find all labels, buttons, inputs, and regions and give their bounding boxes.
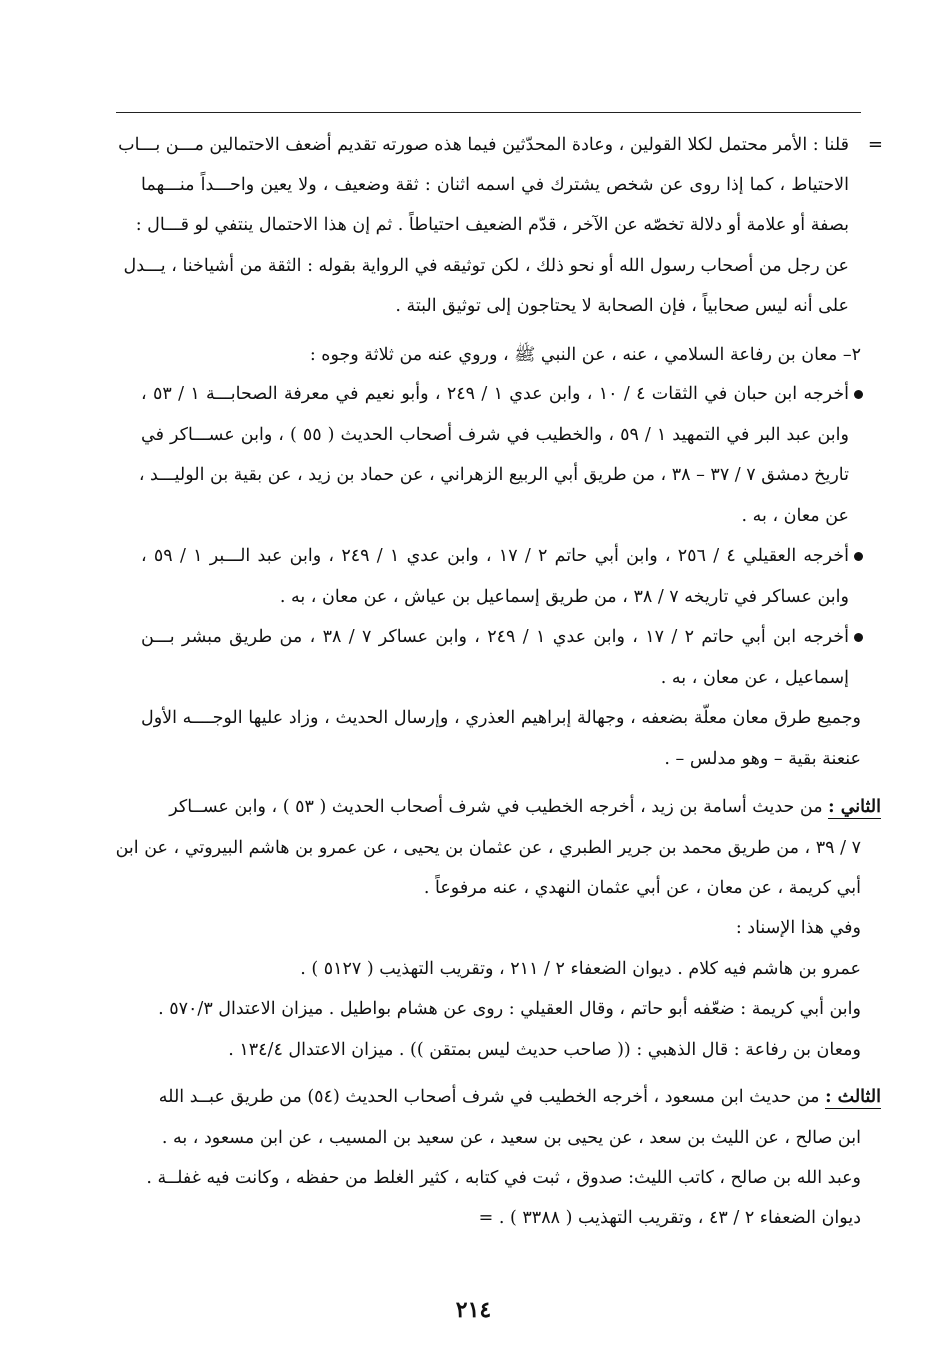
text-line: وفي هذا الإسناد :: [735, 918, 861, 938]
text-line: ابن صالح ، عن الليث بن سعد ، عن يحيى بن سعيد ، عن سعيد بن المسيب ، عن ابن مسعود ، به .: [161, 1128, 861, 1148]
heading-third: الثالث :: [825, 1087, 881, 1107]
heading-second: الثاني :: [828, 797, 881, 817]
text-line: أخرجه العقيلي ٤ / ٢٥٦ ، وابن أبي حاتم ٢ / ١٧ ، وابن عدي ١ / ٢٤٩ ، وابن عبد الـــبر ١ / ٥٩ ،: [141, 546, 849, 566]
text-line: عن رجل من أصحاب رسول الله أو نحو ذلك ، لكن توثيقه في الرواية بقوله : الثقة من أشياخنا ، يـــدل: [123, 256, 849, 276]
text-line: وجميع طرق معان معلّة بضعفه ، وجهالة إبراهيم العذري ، وإرسال الحديث ، وزاد عليها الوجــــه الأول: [141, 708, 861, 728]
text-line: على أنه ليس صحابياً ، فإن الصحابة لا يحتاجون إلى توثيق البتة .: [395, 296, 849, 316]
text-line: ديوان الضعفاء ٢ / ٤٣ ، وتقريب التهذيب ( ٣٣٨٨ ) . =: [478, 1208, 861, 1228]
text-line: أخرجه ابن حبان في الثقات ٤ / ١٠ ، وابن عدي ١ / ٢٤٩ ، وأبو نعيم في معرفة الصحابـــة ١ / ٥٣ ،: [141, 384, 849, 404]
section-heading-2: ٢– معان بن رفاعة السلامي ، عنه ، عن النبي ﷺ ، وروي عنه من ثلاثة وجوه :: [309, 345, 861, 365]
text-line: وعبد الله بن صالح ، كاتب الليث: صدوق ، ثبت في كتابه ، كثير الغلط من حفظه ، وكانت فيه غفلــة .: [146, 1168, 861, 1188]
text-line: بصفة أو علامة أو دلالة تخصّه عن الآخر ، قدّم الضعيف احتياطاً . ثم إن هذا الاحتمال ينتفي لو قـــال :: [135, 215, 849, 235]
top-rule: [116, 112, 861, 113]
text-line: تاريخ دمشق ٧ / ٣٧ – ٣٨ ، من طريق أبي الربيع الزهراني ، عن حماد بن زيد ، عن بقية بن الوليـــد ،: [138, 465, 849, 485]
text-line: إسماعيل ، عن معان ، به .: [660, 668, 849, 688]
heading-second-row: [169, 795, 881, 819]
text-line: عنعنة بقية – وهو مدلس – .: [664, 749, 861, 769]
heading-third-row: [159, 1085, 881, 1109]
text-line: قلنا : الأمر محتمل لكلا القولين ، وعادة المحدّثين فيما هذه صورته تقديم أضعف الاحتمالين مـــن بـــاب: [118, 135, 849, 155]
text-line: أخرجه ابن أبي حاتم ٢ / ١٧ ، وابن عدي ١ / ٢٤٩ ، وابن عساكر ٧ / ٣٨ ، من طريق مبشر بـــن: [141, 627, 849, 647]
bullet: [854, 633, 863, 642]
text-span: من حديث أسامة بن زيد ، أخرجه الخطيب في شرف أصحاب الحديث ( ٥٣ ) ، وابن عســاكر: [169, 797, 823, 817]
text-line: عمرو بن هاشم فيه كلام . ديوان الضعفاء ٢ / ٢١١ ، وتقريب التهذيب ( ٥١٢٧ ) .: [300, 959, 861, 979]
text-line: عن معان ، به .: [741, 506, 849, 526]
bullet: [854, 552, 863, 561]
page-number: ٢١٤: [455, 1297, 492, 1323]
bullet: [854, 390, 863, 399]
text-line: وابن أبي كريمة : ضعّفه أبو حاتم ، وقال العقيلي : روى عن هشام بواطيل . ميزان الاعتدال ٥٧٠/٣ .: [158, 999, 861, 1019]
text-line: ٧ / ٣٩ ، من طريق محمد بن جرير الطبري ، عن عثمان بن يحيى ، عن عمرو بن هاشم البيروتي ، عن ابن: [115, 838, 861, 858]
text-line: وابن عبد البر في التمهيد ١ / ٥٩ ، والخطيب في شرف أصحاب الحديث ( ٥٥ ) ، وابن عســـاكر في: [141, 425, 849, 445]
text-line: وابن عساكر في تاريخه ٧ / ٣٨ ، من طريق إسماعيل بن عياش ، عن معان ، به .: [279, 587, 849, 607]
text-line: أبي كريمة ، عن معان ، عن أبي عثمان النهدي ، عنه مرفوعاً .: [423, 878, 861, 898]
text-span: من حديث ابن مسعود ، أخرجه الخطيب في شرف أصحاب الحديث (٥٤) من طريق عبــد الله: [158, 1087, 820, 1107]
text-line: ومعان بن رفاعة : قال الذهبي : (( صاحب حديث ليس بمتقن )) . ميزان الاعتدال ١٣٤/٤ .: [228, 1040, 861, 1060]
continuation-mark: =: [867, 134, 883, 155]
text-line: الاحتياط ، كما إذا روى عن شخص يشترك في اسمه اثنان : ثقة وضعيف ، ولا يعين واحـــداً منـــهما: [141, 175, 849, 195]
